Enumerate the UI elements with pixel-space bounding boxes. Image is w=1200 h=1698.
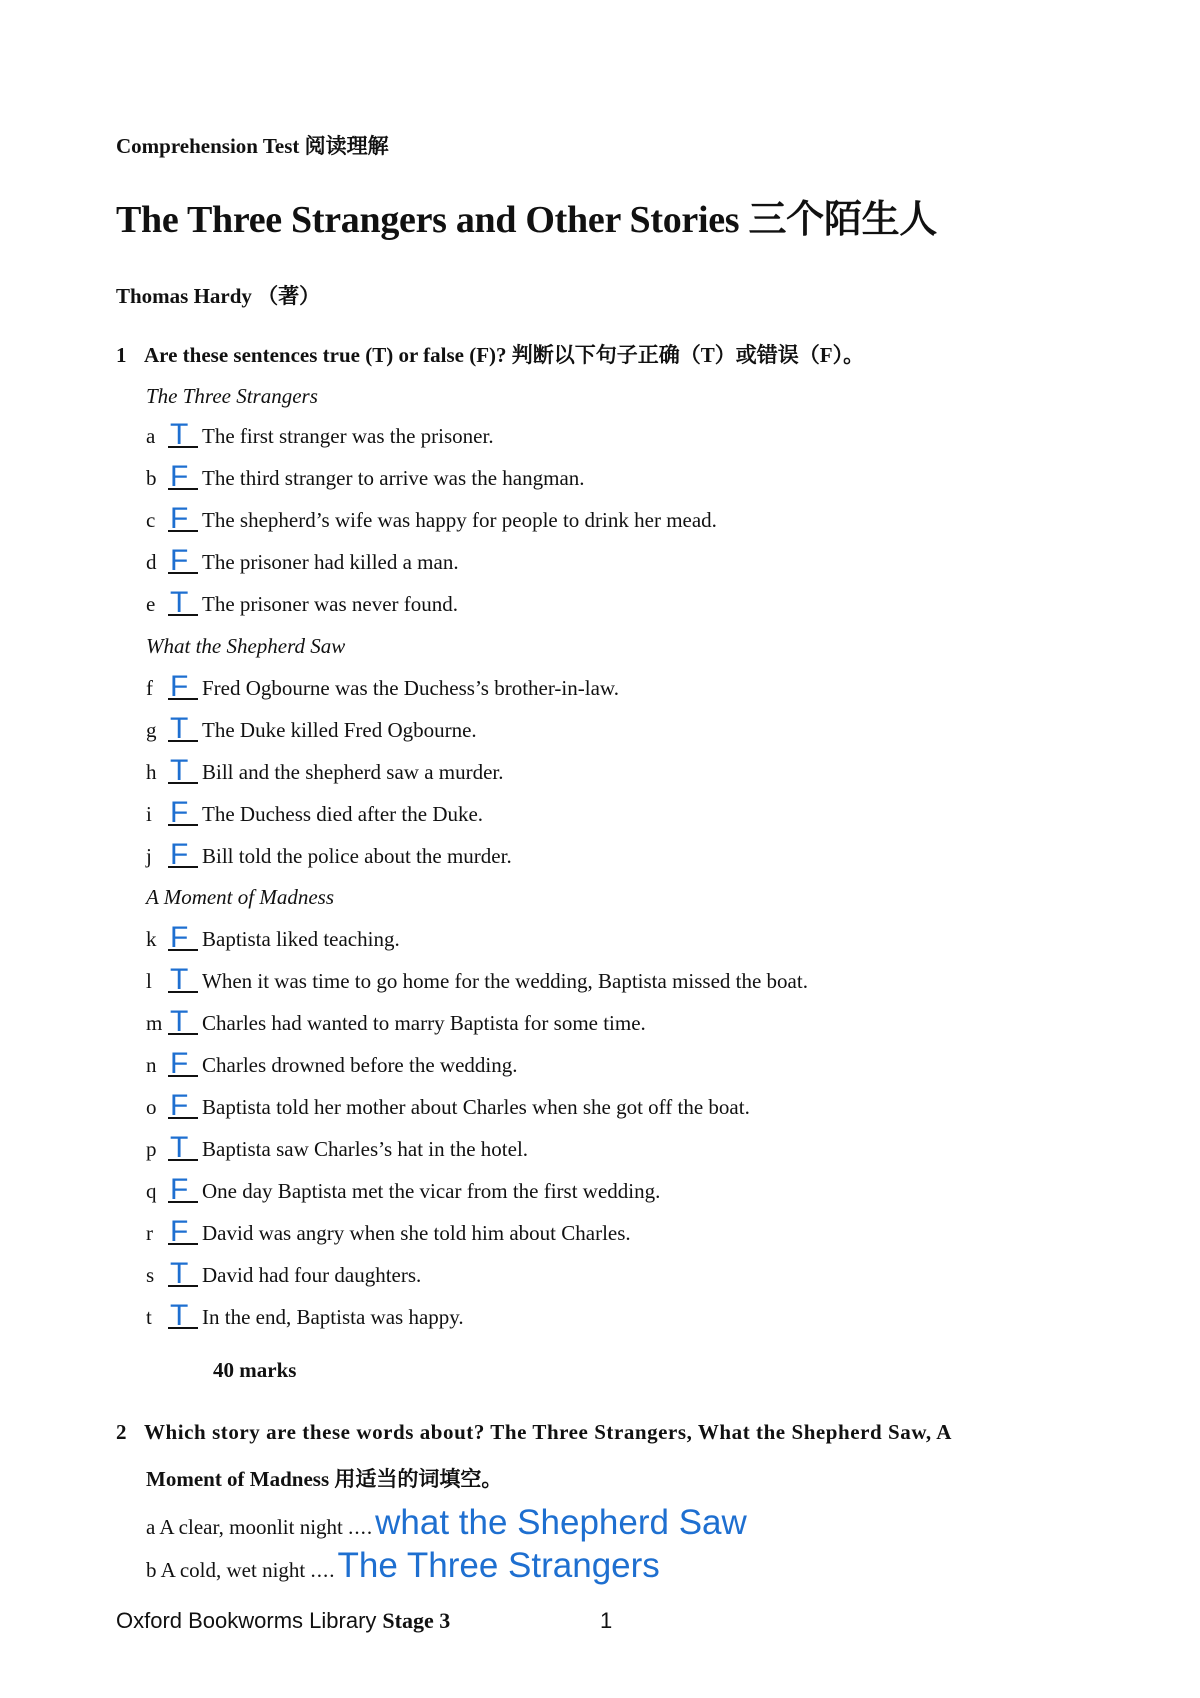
item-letter: e <box>146 592 156 616</box>
footer <box>116 1608 613 1634</box>
item-letter: k <box>146 927 157 951</box>
footer-library: Oxford Bookworms Library <box>116 1608 377 1633</box>
answer-mark[interactable]: T <box>170 1257 189 1290</box>
item-letter: b <box>146 466 157 490</box>
answer-mark[interactable]: T <box>170 1005 189 1038</box>
answer-mark[interactable]: F <box>170 1089 189 1122</box>
answer-mark[interactable]: F <box>170 502 189 535</box>
item-text: The prisoner was never found. <box>202 592 458 616</box>
item-text: The first stranger was the prisoner. <box>202 424 494 448</box>
item-letter: h <box>146 760 157 784</box>
question-2-number: 2 <box>116 1420 127 1444</box>
page-number: 1 <box>600 1608 613 1633</box>
item-text: Fred Ogbourne was the Duchess’s brother-in-law. <box>202 676 619 700</box>
item-letter: a <box>146 424 156 448</box>
answer-mark[interactable]: F <box>170 670 189 703</box>
item-text: The Duchess died after the Duke. <box>202 802 484 826</box>
item-text: Bill and the shepherd saw a murder. <box>202 760 504 784</box>
fill-prompt: A cold, wet night <box>160 1558 306 1582</box>
item-letter: t <box>146 1305 152 1329</box>
answer-mark[interactable]: F <box>170 1047 189 1080</box>
question-1-heading <box>116 339 864 369</box>
answer-mark[interactable]: T <box>170 963 189 996</box>
item-letter: i <box>146 802 152 826</box>
page-title: The Three Strangers and Other Stories 三个陌生人 <box>116 199 937 241</box>
answer-mark[interactable]: F <box>170 544 189 577</box>
story-heading: What the Shepherd Saw <box>146 634 346 658</box>
item-text: Charles had wanted to marry Baptista for some time. <box>202 1011 646 1035</box>
answer-mark[interactable]: F <box>170 1215 189 1248</box>
item-text: Bill told the police about the murder. <box>202 844 512 868</box>
fill-letter: b <box>146 1558 157 1582</box>
answer-mark[interactable]: T <box>170 1131 189 1164</box>
item-letter: n <box>146 1053 157 1077</box>
answer-mark[interactable]: T <box>170 418 189 451</box>
item-letter: o <box>146 1095 157 1119</box>
answer-mark[interactable]: F <box>170 460 189 493</box>
answer-mark[interactable]: F <box>170 1173 189 1206</box>
item-letter: r <box>146 1221 153 1245</box>
question-2-text-continued: Moment of Madness 用适当的词填空。 <box>146 1467 503 1491</box>
footer-stage: Stage 3 <box>382 1608 451 1633</box>
item-text: Charles drowned before the wedding. <box>202 1053 518 1077</box>
answer-mark[interactable]: T <box>170 712 189 745</box>
item-letter: p <box>146 1137 157 1161</box>
answer-mark[interactable]: T <box>170 1299 189 1332</box>
item-letter: l <box>146 969 152 993</box>
item-text: Baptista told her mother about Charles when she got off the boat. <box>202 1095 750 1119</box>
question-2-text: Which story are these words about? The Three Strangers, What the Shepherd Saw, A <box>144 1420 953 1444</box>
question-1-number: 1 <box>116 343 127 367</box>
fill-answer[interactable]: The Three Strangers <box>337 1546 660 1585</box>
question-2-heading <box>116 1420 952 1445</box>
item-letter: f <box>146 676 153 700</box>
fill-letter: a <box>146 1515 156 1539</box>
item-text: David was angry when she told him about Charles. <box>202 1221 631 1245</box>
item-text: David had four daughters. <box>202 1263 422 1287</box>
answer-mark[interactable]: T <box>170 586 189 619</box>
item-letter: d <box>146 550 157 574</box>
item-letter: q <box>146 1179 157 1203</box>
item-text: Baptista saw Charles’s hat in the hotel. <box>202 1137 529 1161</box>
item-text: The shepherd’s wife was happy for people to drink her mead. <box>202 508 717 532</box>
item-letter: s <box>146 1263 155 1287</box>
marks: 40 marks <box>213 1358 297 1382</box>
test-subtitle: Comprehension Test 阅读理解 <box>116 134 389 158</box>
story-heading: The Three Strangers <box>146 384 318 408</box>
answer-mark[interactable]: T <box>170 754 189 787</box>
answer-mark[interactable]: F <box>170 838 189 871</box>
answer-mark[interactable]: F <box>170 796 189 829</box>
item-text: When it was time to go home for the wedding, Baptista missed the boat. <box>202 969 808 993</box>
item-letter: g <box>146 718 157 742</box>
item-text: In the end, Baptista was happy. <box>202 1305 464 1329</box>
story-heading: A Moment of Madness <box>146 885 335 909</box>
fill-item <box>146 1546 660 1586</box>
fill-item <box>146 1503 747 1543</box>
item-text: Baptista liked teaching. <box>202 927 400 951</box>
item-text: The Duke killed Fred Ogbourne. <box>202 718 477 742</box>
answer-mark[interactable]: F <box>170 921 189 954</box>
question-1-text: Are these sentences true (T) or false (F)? 判断以下句子正确（T）或错误（F）。 <box>144 343 865 367</box>
item-text: The third stranger to arrive was the hangman. <box>202 466 585 490</box>
fill-dots: .... <box>348 1515 374 1539</box>
fill-prompt: A clear, moonlit night <box>159 1515 343 1539</box>
item-text: One day Baptista met the vicar from the first wedding. <box>202 1179 661 1203</box>
fill-dots: .... <box>310 1558 336 1582</box>
author: Thomas Hardy （著） <box>116 284 321 308</box>
item-text: The prisoner had killed a man. <box>202 550 459 574</box>
item-letter: j <box>146 844 152 868</box>
fill-answer[interactable]: what the Shepherd Saw <box>375 1503 747 1542</box>
item-letter: m <box>146 1011 163 1035</box>
item-letter: c <box>146 508 156 532</box>
